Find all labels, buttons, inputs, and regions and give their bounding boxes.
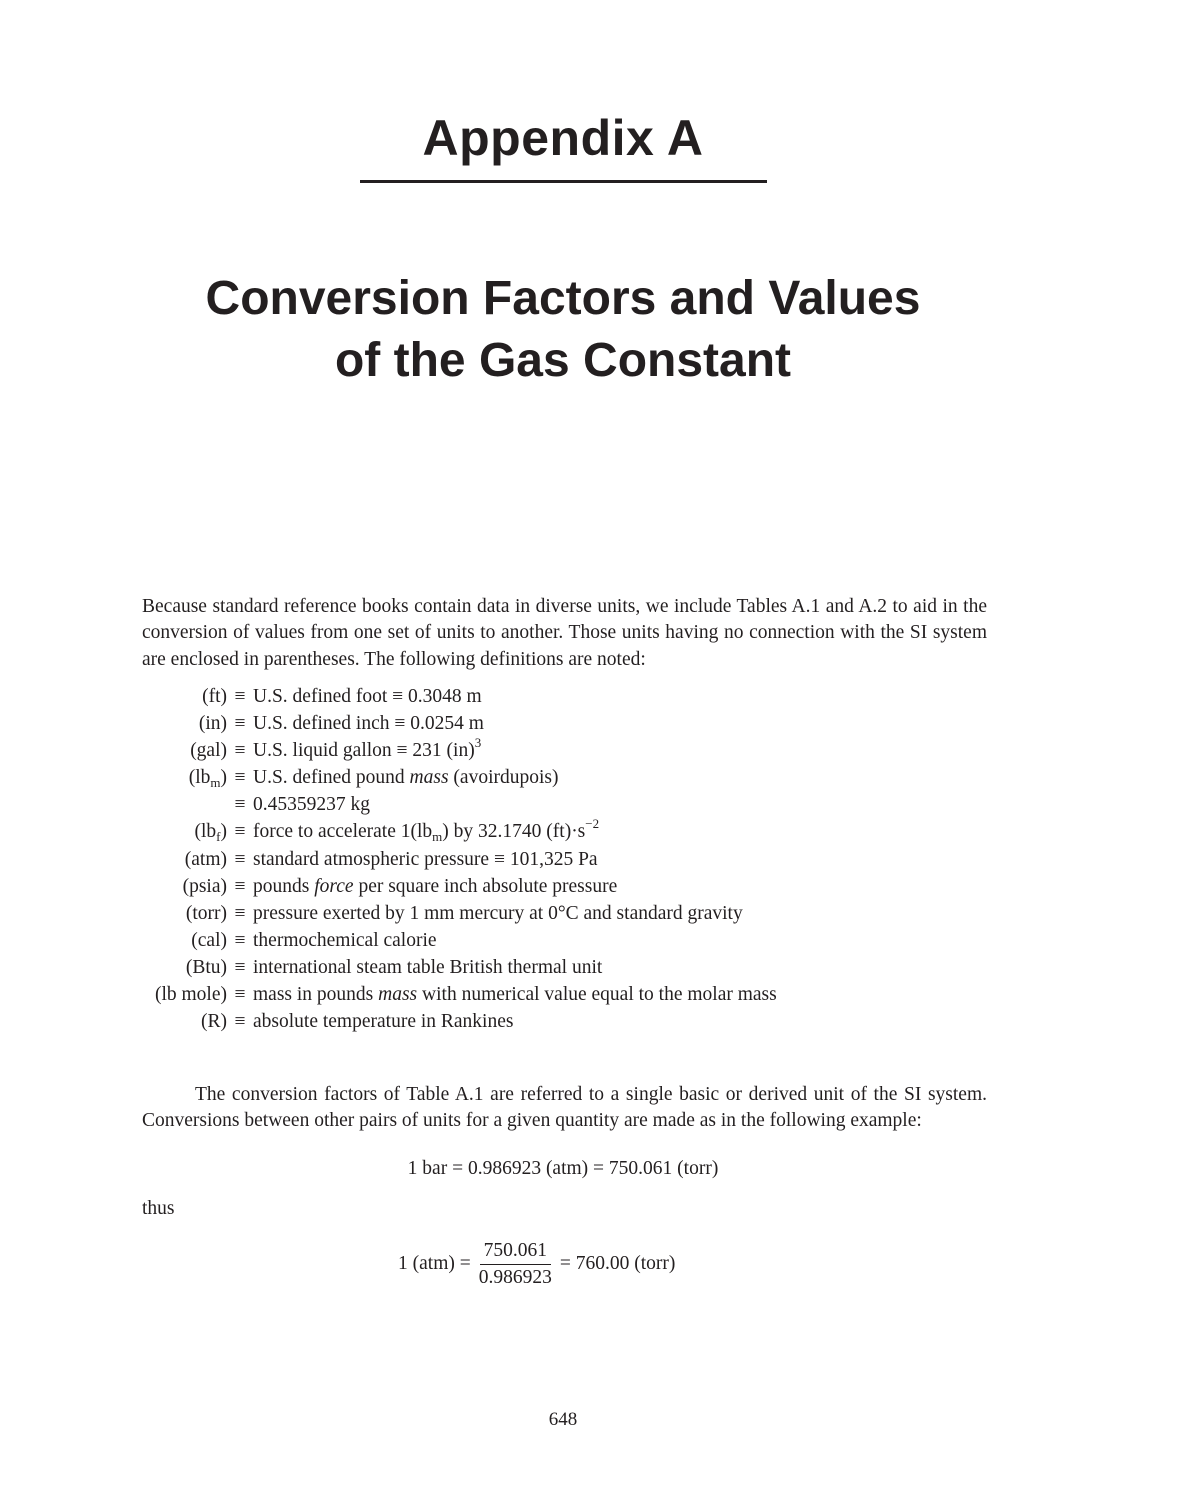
definition-unit: (gal) [190,740,227,762]
definition-unit: (ft) [202,686,227,707]
unit-end: ) [220,767,227,789]
fraction-numerator: 750.061 [480,1239,551,1265]
definition-row-continuation [0,791,1000,818]
subscript: m [210,775,221,791]
intro-paragraph: Because standard reference books contain data in diverse units, we include Tables A.1 and A.2 to aid in the conversion of values from one set of units to another. Those units having no connection with the SI system are enclosed in parentheses. The following definitions are noted: [142,595,987,670]
equivalence-symbol: ≡ [234,1011,246,1033]
unit-base: (lb [188,767,211,789]
definition-row [0,846,1000,873]
definition-row [0,818,1000,845]
chapter-title-line-1: Conversion Factors and Values [205,272,921,325]
definition-text: U.S. defined foot ≡ 0.3048 m [253,686,482,707]
definition-unit: (torr) [185,902,227,924]
definition-row [0,927,1000,954]
definition-unit: (Btu) [185,956,227,978]
appendix-title: Appendix A [422,110,704,166]
definition-text: pressure exerted by 1 mm mercury at 0°C and standard gravity [253,902,743,924]
equivalence-symbol: ≡ [234,740,246,762]
equation-bar-conversion: 1 bar = 0.986923 (atm) = 750.061 (torr) [407,1158,719,1179]
definition-text: 0.45359237 kg [253,794,370,816]
thus-text: thus [142,1198,175,1219]
definition-text [253,981,777,1008]
definition-row [0,737,1000,764]
definition-text-part: (avoirdupois) [448,767,559,789]
equation-atm-conversion [398,1236,675,1292]
definition-text [253,737,481,764]
equivalence-symbol: ≡ [234,929,246,951]
definition-unit [0,818,227,845]
definition-row [0,710,1000,737]
definition-row [0,981,1000,1008]
definition-text [253,818,599,845]
definition-text [253,873,617,900]
definition-row [0,900,1000,927]
definition-unit: (R) [201,1011,227,1033]
equivalence-symbol: ≡ [234,794,246,816]
body-paragraph: The conversion factors of Table A.1 are referred to a single basic or derived unit of the SI system. Conversions between other pairs of units for a given quantity are made as in the following example: [142,1083,987,1132]
definition-text: international steam table British thermal unit [253,956,603,978]
definition-unit: (atm) [184,848,227,870]
fraction-denominator: 0.986923 [478,1266,552,1288]
definition-text-part: force to accelerate 1(lb [253,821,433,843]
definition-text: thermochemical calorie [253,929,437,951]
subscript: f [216,829,221,845]
definition-row [0,873,1000,900]
emphasis: force [314,875,354,897]
definition-row [0,683,1000,710]
definition-unit [0,764,227,791]
superscript: −2 [585,816,600,832]
subscript: m [432,829,443,845]
definition-unit: (psia) [182,875,227,897]
definition-text-part: with numerical value equal to the molar mass [417,984,777,1006]
equivalence-symbol: ≡ [234,875,246,897]
equivalence-symbol: ≡ [234,767,246,789]
equation-lhs: 1 (atm) = [398,1253,471,1274]
definition-row [0,1008,1000,1035]
definition-unit: (lb mole) [154,984,227,1006]
definition-text [253,764,558,791]
emphasis: mass [409,767,449,789]
equation-rhs: = 760.00 (torr) [559,1253,676,1274]
definition-text-part: per square inch absolute pressure [353,875,618,897]
definition-text-part: mass in pounds [253,984,379,1006]
equivalence-symbol: ≡ [234,984,246,1006]
equivalence-symbol: ≡ [234,686,246,707]
chapter-title [0,268,1126,392]
equivalence-symbol: ≡ [234,713,246,735]
definitions-list [0,683,1000,1035]
definition-row [0,764,1000,791]
equivalence-symbol: ≡ [234,821,246,843]
definition-text: U.S. defined inch ≡ 0.0254 m [253,713,484,735]
definition-indent [0,791,227,818]
definition-row [0,954,1000,981]
definition-text-part: U.S. liquid gallon ≡ 231 (in) [253,740,475,762]
title-rule [360,180,767,183]
definition-text-part: ) by 32.1740 (ft)·s [442,821,586,843]
definition-unit: (cal) [191,929,227,951]
equivalence-symbol: ≡ [234,902,246,924]
superscript: 3 [474,735,482,751]
equivalence-symbol: ≡ [234,956,246,978]
chapter-title-line-2: of the Gas Constant [334,334,792,387]
definition-text-part: U.S. defined pound [253,767,410,789]
unit-end: ) [220,821,227,843]
definition-text: standard atmospheric pressure ≡ 101,325 Pa [253,848,598,870]
emphasis: mass [378,984,418,1006]
equivalence-symbol: ≡ [234,848,246,870]
page-number: 648 [548,1409,578,1430]
definition-unit: (in) [198,713,227,735]
fraction [475,1239,556,1290]
definition-text: absolute temperature in Rankines [253,1011,514,1033]
unit-base: (lb [194,821,217,843]
definition-text-part: pounds [253,875,315,897]
